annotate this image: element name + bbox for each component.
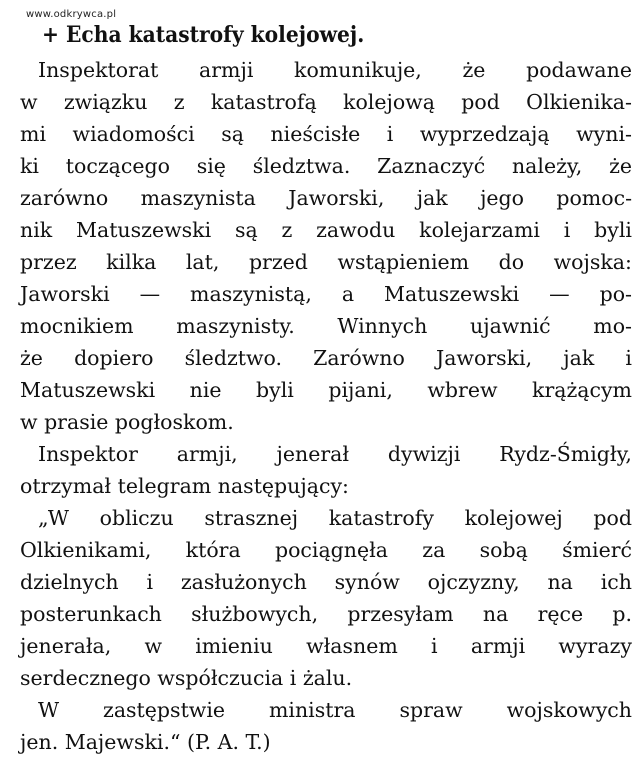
word: wiadomości	[72, 122, 195, 146]
word: pod	[593, 506, 632, 530]
word: własnem	[306, 634, 398, 658]
word: Matuszewski	[20, 378, 156, 402]
word: zasłużonych	[180, 570, 307, 594]
word: synów	[334, 570, 400, 594]
text-line	[20, 502, 632, 534]
word: pijani,	[328, 378, 393, 402]
word: po-	[599, 282, 632, 306]
word: i	[386, 122, 394, 146]
word: W	[38, 698, 60, 722]
word: na	[547, 570, 573, 594]
word: mocnikiem	[20, 314, 134, 338]
word: armji,	[176, 442, 238, 466]
word: i	[431, 634, 438, 658]
word: katastrofy	[328, 506, 434, 530]
text-line	[20, 406, 632, 438]
word: Matuszewski	[75, 218, 212, 242]
word: krążącym	[532, 378, 632, 402]
text-line	[20, 86, 632, 118]
word: katastrofą	[210, 90, 317, 114]
text-line	[20, 150, 632, 182]
word: na	[482, 602, 509, 626]
word: maszynistą,	[190, 282, 312, 306]
word: z	[173, 90, 185, 114]
word: że	[462, 58, 486, 82]
word: zawodu	[316, 218, 396, 242]
word: wbrew	[427, 378, 498, 402]
word: że	[20, 346, 43, 370]
word: jak	[563, 346, 595, 370]
word: dopiero	[74, 346, 154, 370]
word: z	[281, 218, 293, 242]
word: śledztwa.	[252, 154, 351, 178]
word: śmierć	[562, 538, 632, 562]
word: wstąpieniem	[337, 250, 470, 274]
word: kolejarzami	[419, 218, 540, 242]
word: Zarówno	[313, 346, 405, 370]
word: zastępstwie	[103, 698, 226, 722]
word: Matuszewski	[384, 282, 520, 306]
word: strasznej	[204, 506, 299, 530]
word: należy,	[511, 154, 583, 178]
watermark-text: www.odkrywca.pl	[26, 9, 117, 20]
word: ki	[20, 154, 39, 178]
word: Jaworski,	[288, 186, 385, 210]
word: że	[609, 154, 632, 178]
word: armji	[470, 634, 526, 658]
word: imieniu	[195, 634, 273, 658]
text-line	[20, 374, 632, 406]
word: toczącego	[65, 154, 170, 178]
text-line	[20, 438, 632, 470]
word: Jaworski,	[435, 346, 533, 370]
word: są	[234, 218, 258, 242]
word: kilka	[106, 250, 157, 274]
text-line	[20, 118, 632, 150]
line-text: jen. Majewski.“ (P. A. T.)	[20, 730, 271, 754]
word: ich	[600, 570, 632, 594]
word: się	[196, 154, 226, 178]
text-line	[20, 246, 632, 278]
word: dywizji	[387, 442, 461, 466]
word: spraw	[399, 698, 463, 722]
word: służbowych,	[191, 602, 319, 626]
word: kolejowej	[464, 506, 563, 530]
word: „W	[38, 506, 69, 530]
word: sobą	[479, 538, 528, 562]
word: nieścisłe	[270, 122, 361, 146]
word: obliczu	[99, 506, 174, 530]
text-line	[20, 54, 632, 86]
text-line	[20, 278, 632, 310]
word: p.	[612, 602, 632, 626]
word: mo-	[593, 314, 632, 338]
word: i	[625, 346, 632, 370]
word: jak	[416, 186, 448, 210]
word: nik	[20, 218, 53, 242]
word: i	[563, 218, 571, 242]
text-line	[20, 214, 632, 246]
line-text: otrzymał telegram następujący:	[20, 474, 349, 498]
word: są	[221, 122, 244, 146]
text-line	[20, 534, 632, 566]
word: Rydz-Śmigły,	[499, 442, 632, 466]
line-text: serdecznego współczucia i żalu.	[20, 666, 353, 690]
word: pomoc-	[556, 186, 632, 210]
word: ojczyzny,	[427, 570, 520, 594]
word: byli	[256, 378, 294, 402]
word: wojskowych	[506, 698, 632, 722]
word: kolejową	[343, 90, 435, 114]
text-line	[20, 566, 632, 598]
word: Zaznaczyć	[377, 154, 486, 178]
word: podawane	[526, 58, 632, 82]
text-line	[20, 470, 632, 502]
word: w	[20, 90, 38, 114]
text-line	[20, 726, 632, 758]
word: maszynista	[140, 186, 256, 210]
text-line	[20, 182, 632, 214]
word: przed	[248, 250, 308, 274]
word: wojska:	[553, 250, 632, 274]
word: ręce	[537, 602, 584, 626]
word: a	[341, 282, 355, 306]
word: Olkienika-	[526, 90, 632, 114]
word: nie	[189, 378, 222, 402]
word: pod	[461, 90, 500, 114]
word: byli	[594, 218, 632, 242]
word: do	[498, 250, 525, 274]
word: pociągnęła	[274, 538, 389, 562]
article-headline: + Echa katastrofy kolejowej.	[42, 22, 365, 48]
text-line	[20, 598, 632, 630]
word: która	[185, 538, 241, 562]
word: maszynisty.	[176, 314, 295, 338]
text-line	[20, 310, 632, 342]
word: Inspektorat	[38, 58, 159, 82]
word: w	[144, 634, 163, 658]
word: lat,	[185, 250, 220, 274]
word: przez	[20, 250, 77, 274]
word: związku	[63, 90, 148, 114]
text-line	[20, 630, 632, 662]
word: mi	[20, 122, 46, 146]
word: Inspektor	[38, 442, 138, 466]
word: armji	[199, 58, 254, 82]
word: —	[549, 282, 570, 306]
word: wyni-	[576, 122, 632, 146]
word: posterunkach	[20, 602, 162, 626]
word: przesyłam	[347, 602, 454, 626]
word: jenerała,	[20, 634, 112, 658]
article-body	[20, 54, 632, 758]
word: wyrazy	[558, 634, 632, 658]
word: Winnych	[337, 314, 428, 338]
word: za	[422, 538, 446, 562]
word: ujawnić	[470, 314, 551, 338]
word: komunikuje,	[294, 58, 422, 82]
word: dzielnych	[20, 570, 119, 594]
word: zarówno	[20, 186, 109, 210]
text-line	[20, 662, 632, 694]
word: —	[139, 282, 161, 306]
word: i	[146, 570, 154, 594]
text-line	[20, 694, 632, 726]
line-text: w prasie pogłoskom.	[20, 410, 234, 434]
word: Jaworski	[20, 282, 110, 306]
word: ministra	[268, 698, 356, 722]
word: śledztwo.	[184, 346, 283, 370]
word: jenerał	[276, 442, 349, 466]
text-line	[20, 342, 632, 374]
word: jego	[480, 186, 525, 210]
word: wyprzedzają	[419, 122, 550, 146]
word: Olkienikami,	[20, 538, 152, 562]
